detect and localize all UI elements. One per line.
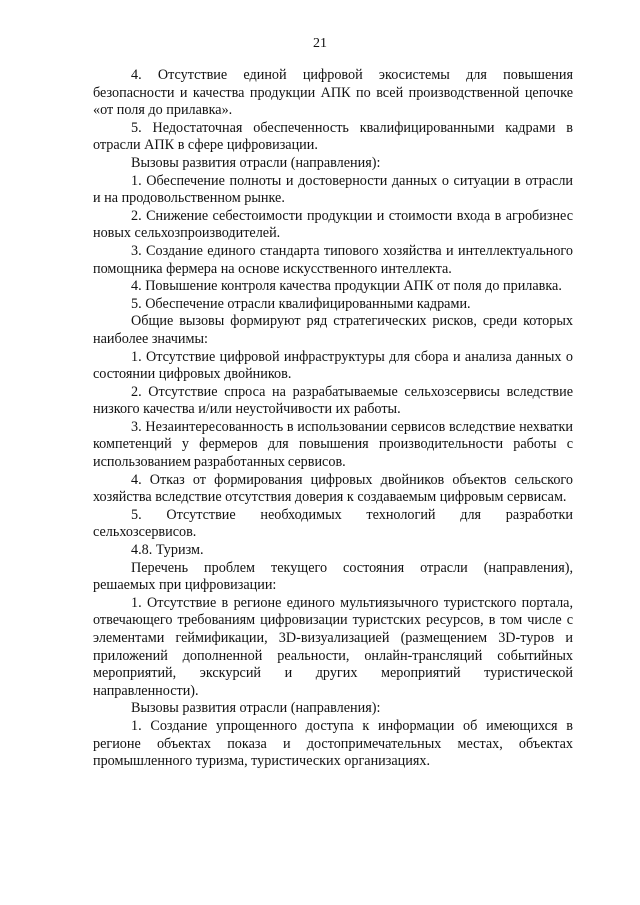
paragraph: 5. Обеспечение отрасли квалифицированными кадрами. [131, 295, 471, 312]
paragraph: 3. Создание единого стандарта типового хозяйства и интеллектуального помощника фермера на основе искусственного интеллекта. [93, 242, 573, 277]
paragraph: 1. Обеспечение полноты и достоверности данных о ситуации в отрасли и на продовольственном рынке. [93, 172, 573, 207]
paragraph: 1. Отсутствие в регионе единого мультиязычного туристского портала, отвечающего требованиям цифровизации туристских ресурсов, в том числе с элементами геймификации, 3D-визуализацией (размещением 3D-туров и приложений дополненной реальности, онлайн-трансляций событийных мероприятий, экскурсий и других мероприятий туристической направленности). [93, 594, 573, 699]
paragraph: 1. Создание упрощенного доступа к информации об имеющихся в регионе объектах показа и достопримечательных местах, объектах промышленного туризма, туристических организациях. [93, 717, 573, 770]
paragraph: 3. Незаинтересованность в использовании сервисов вследствие нехватки компетенций у фермеров для повышения производительности работы с использованием разработанных сервисов. [93, 418, 573, 471]
paragraph: 4. Повышение контроля качества продукции АПК от поля до прилавка. [131, 278, 562, 295]
section-heading: 4.8. Туризм. [131, 542, 204, 559]
paragraph: 2. Снижение себестоимости продукции и стоимости входа в агробизнес новых сельхозпроизводителей. [93, 207, 573, 242]
paragraph: Общие вызовы формируют ряд стратегических рисков, среди которых наиболее значимы: [93, 313, 573, 347]
paragraph: 4. Отказ от формирования цифровых двойников объектов сельского хозяйства вследствие отсутствия доверия к создаваемым цифровым сервисам. [93, 471, 573, 506]
paragraph: 4. Отсутствие единой цифровой экосистемы для повышения безопасности и качества продукции АПК по всей производственной цепочке «от поля до прилавка». [93, 67, 573, 119]
paragraph: Вызовы развития отрасли (направления): [131, 700, 381, 717]
page-number: 21 [313, 36, 327, 51]
paragraph: 5. Недостаточная обеспеченность квалифицированными кадрами в отрасли АПК в сфере цифровизации. [93, 119, 573, 154]
paragraph: Перечень проблем текущего состояния отрасли (направления), решаемых при цифровизации: [93, 559, 573, 594]
paragraph: 1. Отсутствие цифровой инфраструктуры для сбора и анализа данных о состоянии цифровых двойников. [93, 348, 573, 383]
document-body [93, 67, 573, 771]
paragraph: Вызовы развития отрасли (направления): [131, 154, 381, 171]
paragraph: 2. Отсутствие спроса на разрабатываемые сельхозсервисы вследствие низкого качества и/или неустойчивости их работы. [93, 383, 573, 418]
paragraph: 5. Отсутствие необходимых технологий для разработки сельхозсервисов. [93, 506, 573, 541]
